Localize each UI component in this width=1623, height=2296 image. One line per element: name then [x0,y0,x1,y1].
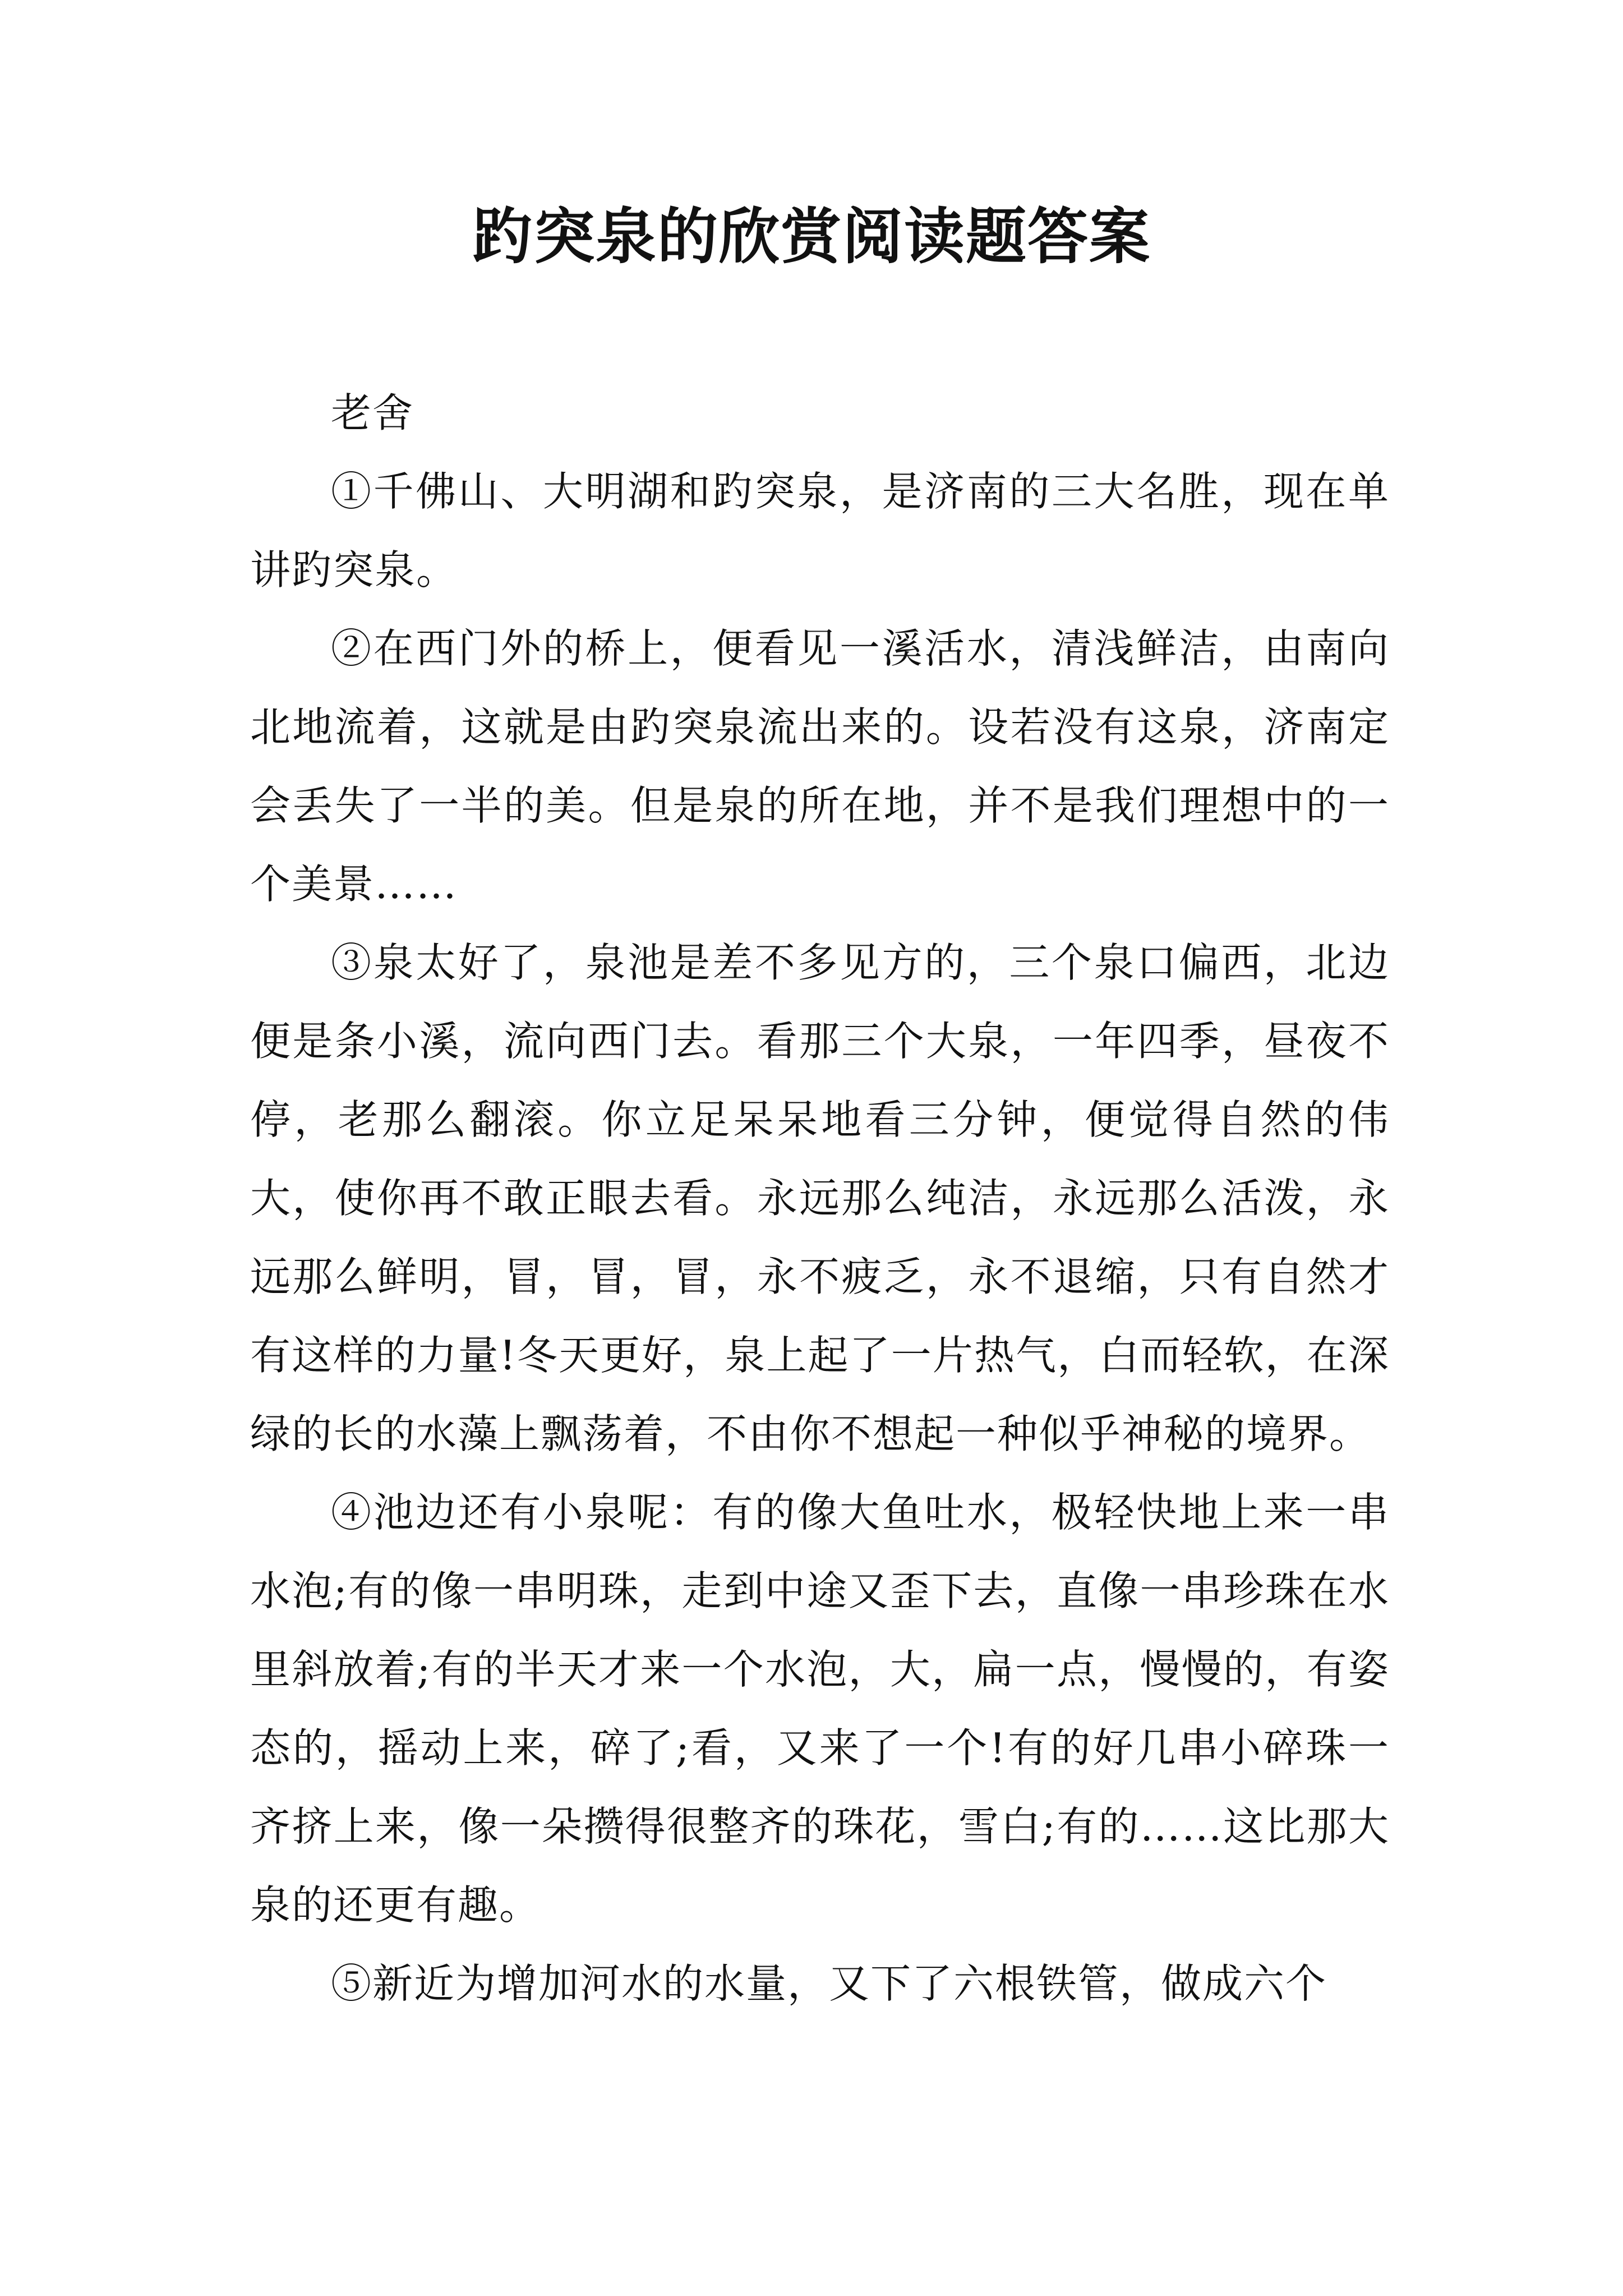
document-body [250,374,1390,2023]
author-name: 老舍 [331,389,414,436]
paragraph-3: ③泉太好了，泉池是差不多见方的，三个泉口偏西，北边便是条小溪，流向西门去。看那三个大泉，一年四季，昼夜不停，老那么翻滚。你立足呆呆地看三分钟，便觉得自然的伟大，使你再不敢正眼去看。永远那么纯洁，永远那么活泼，永远那么鲜明，冒，冒，冒，永不疲乏，永不退缩，只有自然才有这样的力量!冬天更好，泉上起了一片热气，白而轻软，在深绿的长的水藻上飘荡着，不由你不想起一种似乎神秘的境界。 [250,939,1390,1457]
paragraph-1: ①千佛山、大明湖和趵突泉，是济南的三大名胜，现在单讲趵突泉。 [250,468,1390,593]
document-title: 趵突泉的欣赏阅读题答案 [472,201,1151,272]
paragraph-5: ⑤新近为增加河水的水量，又下了六根铁管，做成六个 [331,1960,1327,2007]
paragraph-4: ④池边还有小泉呢：有的像大鱼吐水，极轻快地上来一串水泡;有的像一串明珠，走到中途又歪下去，直像一串珍珠在水里斜放着;有的半天才来一个水泡，大，扁一点，慢慢的，有姿态的，摇动上来，碎了;看，又来了一个!有的好几串小碎珠一齐挤上来，像一朵攒得很整齐的珠花，雪白;有的……这比那大泉的还更有趣。 [250,1489,1390,1929]
paragraph-2: ②在西门外的桥上，便看见一溪活水，清浅鲜洁，由南向北地流着，这就是由趵突泉流出来的。设若没有这泉，济南定会丢失了一半的美。但是泉的所在地，并不是我们理想中的一个美景…… [250,625,1390,908]
